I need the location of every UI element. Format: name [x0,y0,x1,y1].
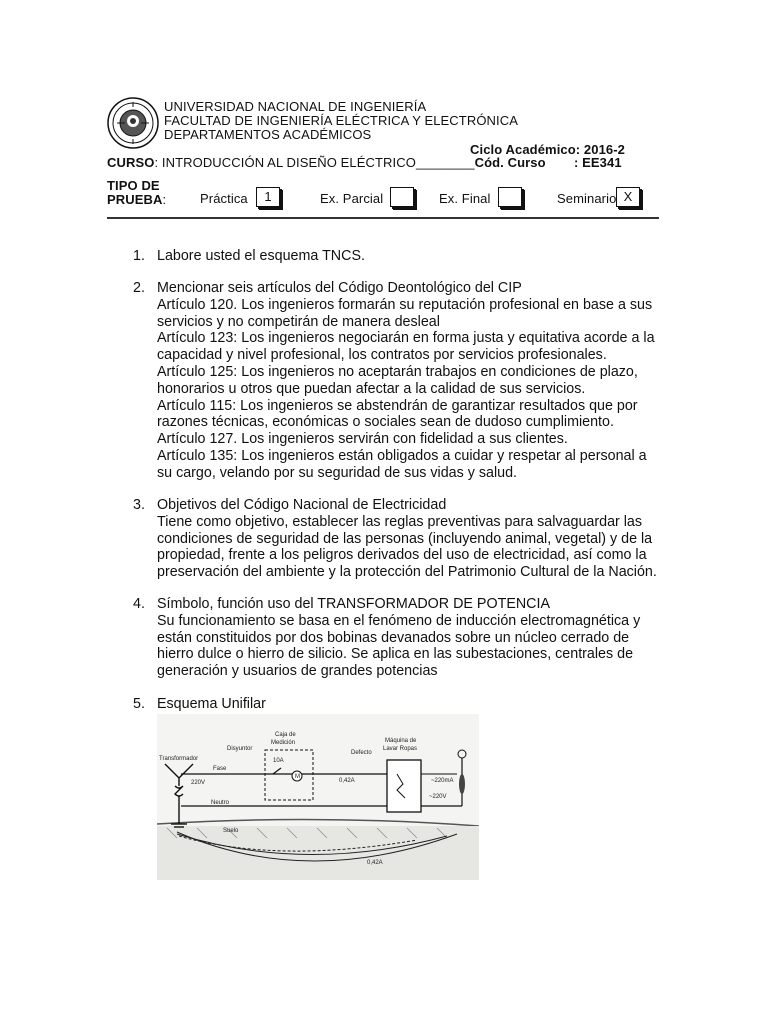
faculty-name: FACULTAD DE INGENIERÍA ELÉCTRICA Y ELECTRÓNICA [164,113,518,128]
cycle-value: : 2016-2 [575,142,626,157]
departments-name: DEPARTAMENTOS ACADÉMICOS [164,127,372,142]
option-seminario-label: Seminario [557,191,617,206]
test-type-colon: : [162,192,167,207]
text-line: generación y usuarios de grandes potencias [157,663,438,680]
text-line: preservación del ambiente y la protección del Patrimonio Cultural de la Nación. [157,564,657,581]
diagram-label-fault: Defecto [351,750,372,756]
text-line: hierro dulce o hierro de silicio. Se aplica en las subestaciones, centrales de [157,646,634,663]
header-divider [107,217,659,219]
option-parcial-label: Ex. Parcial [320,191,384,206]
test-type-word: PRUEBA [107,192,163,207]
text-line: capacidad y nivel profesional, los contratos por servicios profesionales. [157,347,607,364]
text-line: Mencionar seis artículos del Código Deontológico del CIP [157,280,522,296]
diagram-label-machine-2: Lavar Ropas [383,746,418,752]
diagram-label-042a: 0,42A [339,778,355,784]
text-line: honorarios u otros que puedan afectar a la calidad de sus servicios. [157,380,586,397]
diagram-label-meterbox-1: Caja de [275,732,296,738]
question-4 [157,596,677,680]
question-2 [157,280,677,482]
course-value: : INTRODUCCIÓN AL DISEÑO ELÉCTRICO________ [154,155,475,170]
diagram-label-machine-1: Máquina de [385,738,417,744]
text-line: su cargo, velando por su seguridad de sus vidas y salud. [157,464,518,481]
text-line: Símbolo, función uso del TRANSFORMADOR DE POTENCIA [157,596,551,612]
text-line: propiedad, frente a los peligros derivados del uso de electricidad, así como la [157,547,647,564]
diagram-label-transformer: Transformador [159,756,199,762]
meter-icon: M [295,774,300,780]
cycle-label: Ciclo Académico [470,142,576,157]
text-line: condiciones de seguridad de las personas (incluyendo animal, vegetal) y de la [157,530,653,547]
diagram-label-neutral: Neutro [211,800,230,806]
question-5 [157,696,677,713]
diagram-label-220v: 220V [191,780,206,786]
question-number: 5. [133,696,145,712]
text-line: Esquema Unifilar [157,696,266,712]
text-line: Artículo 125: Los ingenieros no aceptarán trabajos en condiciones de plazo, [157,363,638,380]
course-line [107,156,546,170]
text-line: Objetivos del Código Nacional de Electricidad [157,497,447,513]
university-name: UNIVERSIDAD NACIONAL DE INGENIERÍA [164,99,427,114]
test-type-label-1: TIPO DE [107,178,160,193]
text-line: servicios y no competirán de manera desleal [157,313,440,330]
course-code-label: Cód. Curso [474,155,546,170]
diagram-label-phase: Fase [213,766,227,772]
diagram-label-ground: Suelo [223,828,239,834]
question-3 [157,497,677,581]
text-line: Artículo 120. Los ingenieros formarán su reputación profesional en base a sus [157,296,653,313]
single-line-diagram [157,714,479,880]
question-number: 1. [133,248,145,264]
text-line: Artículo 127. Los ingenieros servirán con fidelidad a sus clientes. [157,431,568,448]
option-final-checkbox[interactable] [498,187,522,207]
diagram-label-breaker: Disyuntor [227,746,253,752]
option-seminario-checkbox[interactable]: X [616,187,640,207]
question-number: 3. [133,497,145,513]
option-practica-label: Práctica [200,191,248,206]
text-line: Artículo 115: Los ingenieros se abstendrán de garantizar resultados que por [157,397,638,414]
text-line: están constituidos por dos bobinas devanados sobre un núcleo cerrado de [157,629,630,646]
option-practica-checkbox[interactable]: 1 [256,187,280,207]
text-line: razones técnicas, económicas o sociales sean de dudoso cumplimiento. [157,414,614,431]
text-line: Labore usted el esquema TNCS. [157,248,365,264]
diagram-label-10a: 10A [273,758,284,764]
question-number: 2. [133,280,145,296]
diagram-label-220ma: ~220mA [431,778,454,784]
diagram-label-220v-b: ~220V [429,794,447,800]
text-line: Artículo 123: Los ingenieros negociarán en forma justa y equitativa acorde a la [157,330,655,347]
text-line: Su funcionamiento se basa en el fenómeno de inducción electromagnética y [157,612,641,629]
diagram-label-meterbox-2: Medición [271,740,296,746]
question-1 [157,248,677,265]
test-type-label-2 [107,193,166,207]
option-parcial-checkbox[interactable] [390,187,414,207]
course-label: CURSO [107,155,155,170]
text-line: Tiene como objetivo, establecer las reglas preventivas para salvaguardar las [157,513,643,530]
text-line: Artículo 135: Los ingenieros están obligados a cuidar y respetar al personal a [157,447,647,464]
course-code-value: : EE341 [574,155,622,170]
university-seal-icon [107,97,159,149]
diagram-label-042a-b: 0,42A [367,860,383,866]
question-number: 4. [133,596,145,612]
option-final-label: Ex. Final [439,191,491,206]
